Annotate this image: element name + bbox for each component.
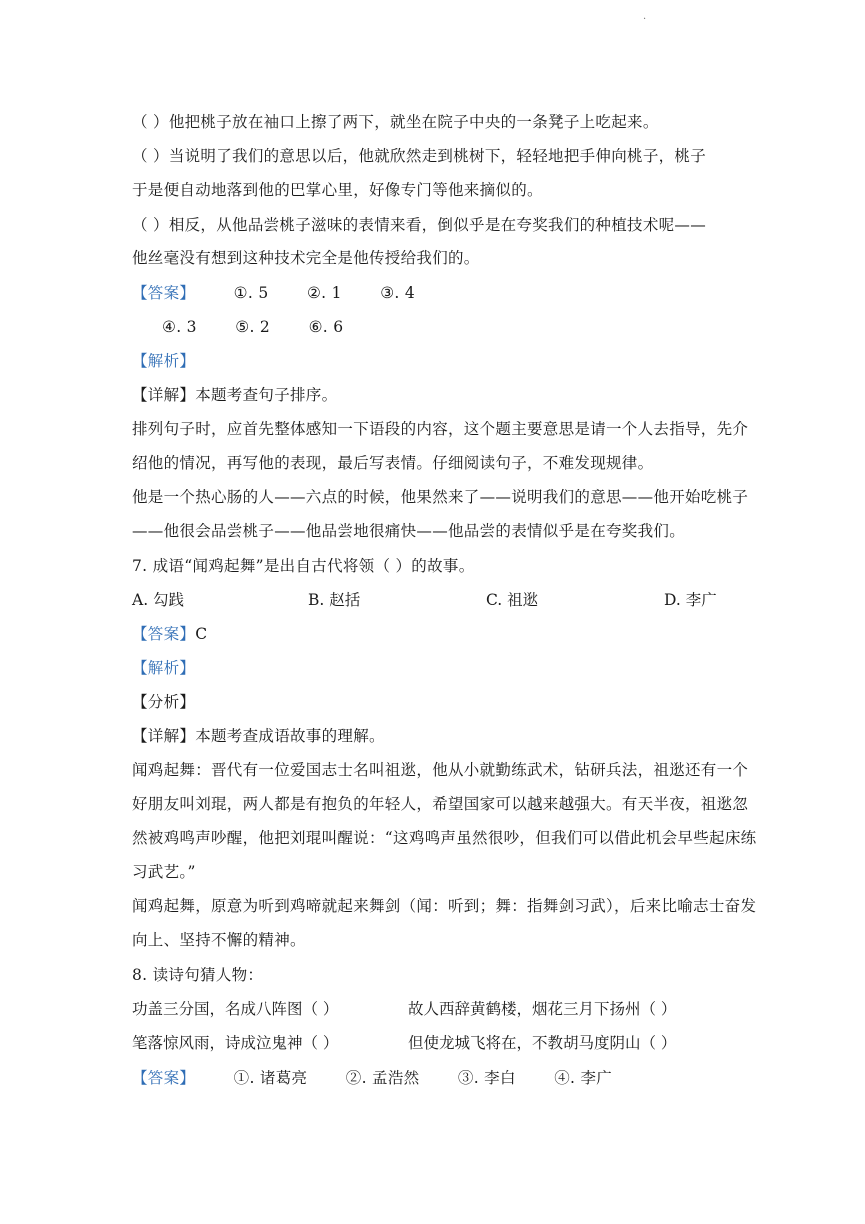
q7-option-b: B. 赵括 <box>308 591 361 609</box>
q6-para2-line1: 他是一个热心肠的人——六点的时候，他果然来了——说明我们的意思——他开始吃桃子 <box>132 488 749 506</box>
answer-item: ⑥. 6 <box>308 318 344 336</box>
ordering-item-1 <box>132 112 659 132</box>
answer-blank: （ ） <box>132 216 169 234</box>
answer-label: 【答案】 <box>132 625 196 643</box>
q7-option-c: C. 祖逖 <box>486 591 539 609</box>
answer-item: ①. 5 <box>233 284 269 302</box>
q6-analysis-label: 【解析】 <box>132 352 196 370</box>
ordering-item-2-cont: 于是便自动地落到他的巴掌心里，好像专门等他来摘似的。 <box>132 181 543 199</box>
q7-option-a: A. 勾践 <box>132 591 185 609</box>
q7-story-line3: 然被鸡鸣声吵醒，他把刘琨叫醒说：“这鸡鸣声虽然很吵，但我们可以借此机会早些起床练 <box>132 829 757 847</box>
answer-label: 【答案】 <box>132 1069 196 1087</box>
q6-para1-line1: 排列句子时，应首先整体感知一下语段的内容，这个题主要意思是请一个人去指导，先介 <box>132 420 749 438</box>
q7-question: 7. 成语“闻鸡起舞”是出自古代将领（ ）的故事。 <box>132 557 475 575</box>
q7-detail <box>132 726 385 746</box>
ordering-item-2 <box>132 146 706 166</box>
q7-story-line4: 习武艺。” <box>132 863 196 881</box>
answer-item: ②. 孟浩然 <box>345 1069 420 1087</box>
q8-answer-row <box>132 1068 612 1088</box>
q7-meaning-line1: 闻鸡起舞，原意为听到鸡啼就起来舞剑（闻：听到；舞：指舞剑习武），后来比喻志士奋发 <box>132 897 757 915</box>
answer-item: ④. 李广 <box>554 1069 613 1087</box>
answer-item: ③. 李白 <box>457 1069 516 1087</box>
sentence-text: 他把桃子放在袖口上擦了两下，就坐在院子中央的一条凳子上吃起来。 <box>168 113 659 131</box>
answer-item: ⑤. 2 <box>235 318 271 336</box>
q8-poem-4: 但使龙城飞将在，不教胡马度阴山（ ） <box>408 1034 677 1052</box>
q6-answer-row-2 <box>162 317 343 337</box>
q6-para2-line2: ——他很会品尝桃子——他品尝地很痛快——他品尝的表情似乎是在夸奖我们。 <box>132 522 686 540</box>
header-mark: · <box>643 14 647 25</box>
q7-story-line2: 好朋友叫刘琨，两人都是有抱负的年轻人，希望国家可以越来越强大。有天半夜，祖逖忽 <box>132 795 749 813</box>
ordering-item-3 <box>132 215 706 235</box>
q6-para1-line2: 绍他的情况，再写他的表现，最后写表情。仔细阅读句子，不难发现规律。 <box>132 454 654 472</box>
answer-item: ③. 4 <box>380 284 416 302</box>
detail-label: 【详解】 <box>132 727 196 745</box>
detail-text: 本题考查成语故事的理解。 <box>195 727 385 745</box>
detail-text: 本题考查句子排序。 <box>195 386 338 404</box>
q6-answer-row-1 <box>132 283 415 303</box>
q8-poem-1: 功盖三分国，名成八阵图（ ） <box>132 1000 339 1018</box>
q7-option-d: D. 李广 <box>664 591 717 609</box>
answer-item: ②. 1 <box>306 284 342 302</box>
answer-item: ①. 诸葛亮 <box>233 1069 308 1087</box>
sentence-text: 相反，从他品尝桃子滋味的表情来看，倒似乎是在夸奖我们的种植技术呢—— <box>168 216 707 234</box>
answer-value: C <box>195 625 208 643</box>
q7-analysis-label: 【解析】 <box>132 659 196 677</box>
q7-story-line1: 闻鸡起舞：晋代有一位爱国志士名叫祖逖，他从小就勤练武术，钻研兵法，祖逖还有一个 <box>132 761 749 779</box>
answer-item: ④. 3 <box>162 318 197 336</box>
q7-fenxi-label: 【分析】 <box>132 693 196 711</box>
q8-poem-3: 笔落惊风雨，诗成泣鬼神（ ） <box>132 1034 339 1052</box>
sentence-text: 当说明了我们的意思以后，他就欣然走到桃树下，轻轻地把手伸向桃子，桃子 <box>168 147 707 165</box>
detail-label: 【详解】 <box>132 386 196 404</box>
q7-answer <box>132 624 207 644</box>
q8-question: 8. 读诗句猜人物： <box>132 966 264 984</box>
ordering-item-3-cont: 他丝毫没有想到这种技术完全是他传授给我们的。 <box>132 249 480 267</box>
q8-poem-2: 故人西辞黄鹤楼，烟花三月下扬州（ ） <box>408 1000 677 1018</box>
answer-blank: （ ） <box>132 147 169 165</box>
answer-blank: （ ） <box>132 113 169 131</box>
answer-label: 【答案】 <box>132 284 196 302</box>
q7-meaning-line2: 向上、坚持不懈的精神。 <box>132 931 306 949</box>
q6-detail <box>132 385 337 405</box>
